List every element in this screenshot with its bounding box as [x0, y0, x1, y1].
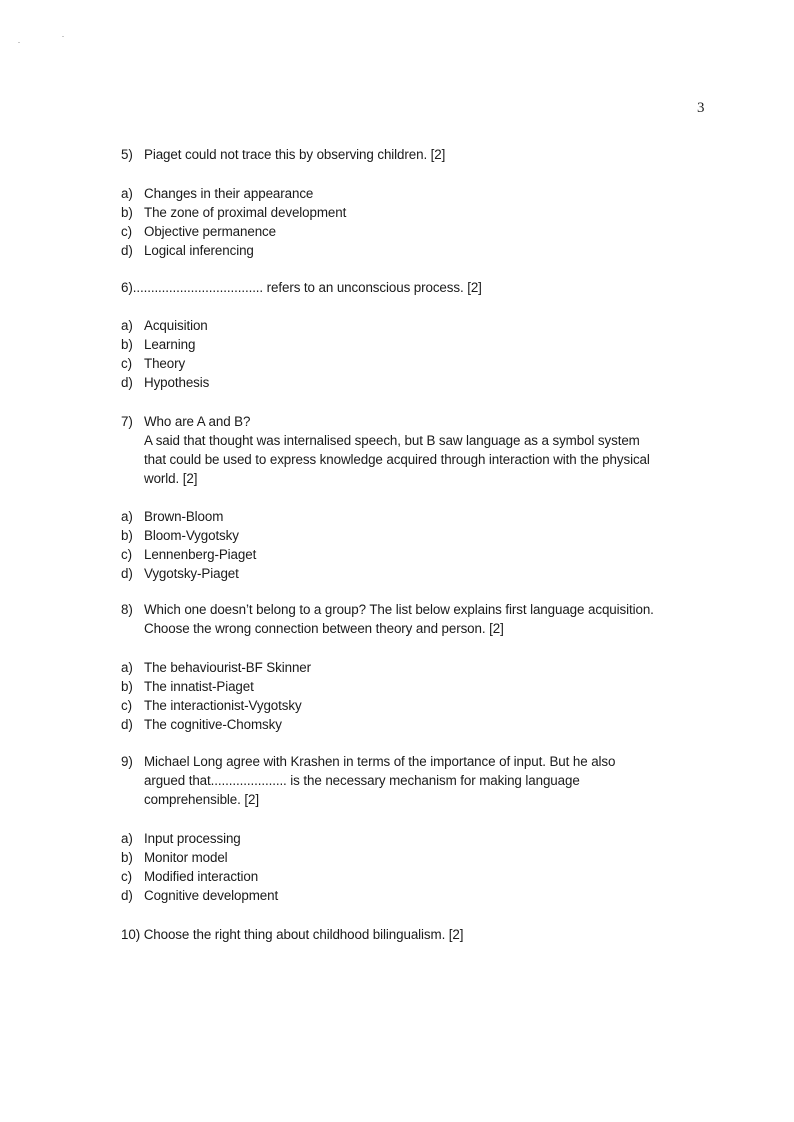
option-text: Cognitive development [144, 888, 279, 903]
option-text: Lennenberg-Piaget [144, 547, 257, 562]
option-text: The behaviourist-BF Skinner [144, 660, 311, 675]
option-letter: a) [121, 509, 133, 524]
option-text: Bloom-Vygotsky [144, 528, 239, 543]
question-number: 6) [121, 280, 133, 295]
option-letter: c) [121, 869, 132, 884]
option-text: The interactionist-Vygotsky [144, 698, 302, 713]
option-text: The cognitive-Chomsky [144, 717, 282, 732]
page-number: 3 [697, 100, 705, 116]
option-letter: d) [121, 566, 133, 581]
question-text: A said that thought was internalised speech, but B saw language as a symbol system [144, 433, 640, 448]
option-text: Acquisition [144, 318, 208, 333]
option-text: The innatist-Piaget [144, 679, 254, 694]
option-c[interactable] [121, 696, 721, 715]
question-text: Choose the wrong connection between theory and person. [2] [144, 621, 504, 636]
question-text: .................................... refers to an unconscious process. [2] [132, 280, 482, 295]
option-letter: b) [121, 850, 133, 865]
option-c[interactable] [121, 222, 721, 241]
option-text: Changes in their appearance [144, 186, 314, 201]
question-stem [121, 925, 721, 944]
question-number: 7) [121, 414, 133, 429]
option-a[interactable] [121, 184, 721, 203]
question-stem-line [121, 431, 721, 450]
question-5-options [121, 184, 721, 260]
option-text: Logical inferencing [144, 243, 254, 258]
option-text: Modified interaction [144, 869, 259, 884]
question-text: that could be used to express knowledge acquired through interaction with the physical [144, 452, 650, 467]
option-a[interactable] [121, 829, 721, 848]
question-text: comprehensible. [2] [144, 792, 259, 807]
question-text: argued that..................... is the necessary mechanism for making language [144, 773, 580, 788]
option-c[interactable] [121, 867, 721, 886]
option-d[interactable] [121, 715, 721, 734]
option-text: Brown-Bloom [144, 509, 224, 524]
question-text: Choose the right thing about childhood bilingualism. [2] [143, 927, 464, 942]
question-8-options [121, 658, 721, 734]
option-b[interactable] [121, 677, 721, 696]
option-a[interactable] [121, 316, 721, 335]
scan-speck [62, 36, 64, 37]
option-b[interactable] [121, 848, 721, 867]
question-stem-line [121, 412, 721, 431]
option-b[interactable] [121, 203, 721, 222]
scan-speck [18, 42, 20, 43]
option-d[interactable] [121, 241, 721, 260]
question-text: Which one doesn’t belong to a group? The list below explains first language acquisition. [144, 602, 654, 617]
option-a[interactable] [121, 507, 721, 526]
option-d[interactable] [121, 373, 721, 392]
question-6-options [121, 316, 721, 392]
option-letter: d) [121, 717, 133, 732]
option-letter: b) [121, 528, 133, 543]
option-text: Monitor model [144, 850, 228, 865]
option-letter: d) [121, 375, 133, 390]
question-stem-line [121, 469, 721, 488]
option-d[interactable] [121, 564, 721, 583]
question-stem-line [121, 450, 721, 469]
option-text: The zone of proximal development [144, 205, 347, 220]
question-text: Michael Long agree with Krashen in terms of the importance of input. But he also [144, 754, 616, 769]
question-5 [121, 145, 721, 164]
question-7 [121, 412, 721, 488]
option-letter: c) [121, 698, 132, 713]
option-letter: a) [121, 831, 133, 846]
option-letter: c) [121, 224, 132, 239]
option-text: Objective permanence [144, 224, 276, 239]
option-text: Vygotsky-Piaget [144, 566, 239, 581]
option-letter: c) [121, 356, 132, 371]
option-letter: d) [121, 888, 133, 903]
question-stem-line [121, 752, 721, 771]
option-b[interactable] [121, 526, 721, 545]
question-6 [121, 278, 721, 297]
option-c[interactable] [121, 354, 721, 373]
question-text: Who are A and B? [144, 414, 251, 429]
option-letter: c) [121, 547, 132, 562]
question-stem [121, 145, 721, 164]
question-stem-line [121, 600, 721, 619]
question-stem-line [121, 619, 721, 638]
option-text: Hypothesis [144, 375, 210, 390]
question-text: Piaget could not trace this by observing children. [2] [144, 147, 446, 162]
option-d[interactable] [121, 886, 721, 905]
question-stem [121, 278, 721, 297]
question-8 [121, 600, 721, 638]
question-stem-line [121, 771, 721, 790]
question-number: 9) [121, 754, 133, 769]
question-stem-line [121, 790, 721, 809]
question-number: 8) [121, 602, 133, 617]
option-text: Theory [144, 356, 186, 371]
option-letter: b) [121, 337, 133, 352]
question-9-options [121, 829, 721, 905]
option-letter: a) [121, 318, 133, 333]
option-b[interactable] [121, 335, 721, 354]
question-number: 5) [121, 147, 133, 162]
question-9 [121, 752, 721, 809]
option-letter: b) [121, 205, 133, 220]
question-10 [121, 925, 721, 944]
option-text: Input processing [144, 831, 241, 846]
option-letter: d) [121, 243, 133, 258]
option-text: Learning [144, 337, 196, 352]
question-number: 10) [121, 927, 141, 942]
option-letter: a) [121, 660, 133, 675]
option-letter: a) [121, 186, 133, 201]
option-a[interactable] [121, 658, 721, 677]
option-c[interactable] [121, 545, 721, 564]
question-7-options [121, 507, 721, 583]
option-letter: b) [121, 679, 133, 694]
question-text: world. [2] [144, 471, 198, 486]
